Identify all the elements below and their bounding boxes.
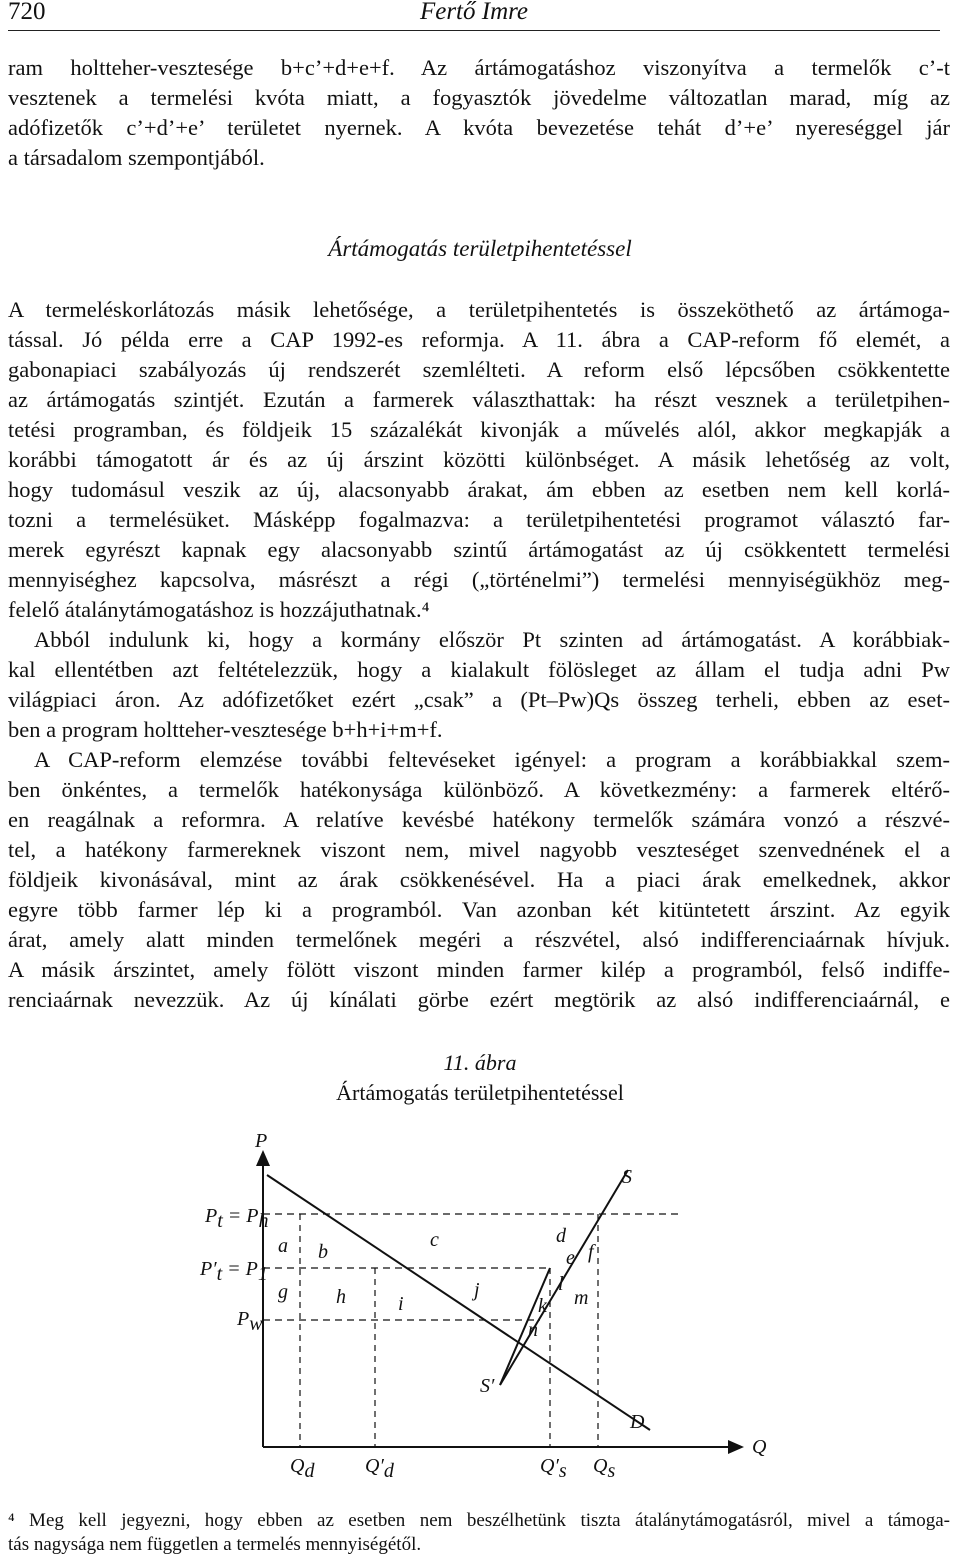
figure-number: 11. ábra [443, 1050, 517, 1075]
footnote [8, 1509, 950, 1557]
text-line: tel, a hatékony farmereknek viszont nem, mivel nagyobb veszteséget szenvednének el a [8, 837, 950, 862]
footnote-line: tás nagysága nem független a termelés mennyiségétől. [8, 1534, 422, 1555]
axis-label-p: P [255, 1130, 268, 1152]
supply-curve-new [500, 1268, 550, 1385]
text-line: a társadalom szempontjából. [8, 145, 265, 170]
text-line: tozni a termelésüket. Másképp fogalmazva: a területpihentetési programot választó far- [8, 507, 950, 532]
area-label-m: m [574, 1287, 589, 1309]
price-axis-arrow-icon [256, 1150, 270, 1166]
quantity-label-qd: Qd [290, 1455, 315, 1482]
text-line: A CAP-reform elemzése további feltevéseket igényel: a program a korábbiakkal szem- [34, 747, 950, 772]
area-label-n: n [528, 1319, 538, 1341]
curve-label-s-prime: S′ [480, 1375, 495, 1397]
curve-label-s: S [622, 1166, 632, 1188]
quantity-label-qd-prime: Q′d [365, 1455, 394, 1482]
figure-diagram [0, 1120, 960, 1490]
figure-title: Ártámogatás területpihentetéssel [336, 1080, 624, 1105]
text-line: földjeik kivonásával, mint az árak csökkenésével. Ha a piaci árak emelkednek, akkor [8, 867, 950, 892]
page-header [8, 0, 940, 31]
price-label-pt: Pt = Ph [205, 1205, 269, 1232]
text-line: merek egyrészt kapnak egy alacsonyabb szintű ártámogatást az új csökkentett termelési [8, 537, 950, 562]
text-line: tetési programban, és földjeik 15 százalékát kivonják a művelés alól, akkor megkapják a [8, 417, 950, 442]
text-line: A termeléskorlátozás másik lehetősége, a területpihentetés is összeköthető az ártámoga- [8, 297, 950, 322]
text-line: ram holtteher-vesztesége b+c’+d+e+f. Az ártámogatáshoz viszonyítva a termelők c’-t [8, 55, 950, 80]
text-line: adófizetők c’+d’+e’ területet nyernek. A kvóta bevezetése tehát d’+e’ nyereséggel jár [8, 115, 950, 140]
text-line: A másik árszintet, amely fölött viszont minden farmer kilép a programból, felső indiffe- [8, 957, 950, 982]
curve-label-d: D [630, 1411, 645, 1433]
area-label-c: c [430, 1229, 439, 1251]
axis-label-q: Q [752, 1436, 767, 1458]
text-line: renciaárnak nevezzük. Az új kínálati görbe ezért megtörik az alsó indifferenciaárnál, e [8, 987, 950, 1012]
area-label-g: g [278, 1281, 288, 1303]
text-line: az ártámogatás szintjét. Ezután a farmerek választhattak: ha részt vesznek a területpihen- [8, 387, 950, 412]
text-line: ben a program holtteher-vesztesége b+h+i+m+f. [8, 717, 443, 742]
price-label-pt-prime: P′t = P1 [200, 1258, 268, 1285]
area-label-e: e [566, 1247, 575, 1269]
quantity-axis-arrow-icon [728, 1440, 744, 1454]
text-line: tással. Jó példa erre a CAP 1992-es reformja. A 11. ábra a CAP-reform fő elemét, a [8, 327, 950, 352]
text-line: árat, amely alatt minden termelőnek megéri a részvétel, alsó indifferenciaárnak hívjuk. [8, 927, 950, 952]
page-number: 720 [8, 0, 46, 25]
text-line: gabonapiaci szabályozás új rendszerét szemlélteti. A reform első lépcsőben csökkentette [8, 357, 950, 382]
text-line: felelő átalánytámogatáshoz is hozzájuthatnak.⁴ [8, 597, 430, 622]
running-title: Fertő Imre [419, 0, 529, 25]
area-label-b: b [318, 1241, 328, 1263]
text-line: korábbi támogatott ár és az új árszint közötti különbséget. A másik lehetőség az volt, [8, 447, 950, 472]
area-label-f: f [588, 1241, 594, 1263]
supply-curve [500, 1170, 628, 1385]
text-line: ben önkéntes, a termelők hatékonysága különböző. A következmény: a farmerek eltérő- [8, 777, 950, 802]
text-line: mennyiséghez kapcsolva, másrészt a régi („történelmi”) termelési mennyiségükhöz meg- [8, 567, 950, 592]
price-label-pw: Pw [237, 1308, 263, 1335]
footnote-line: ⁴ Meg kell jegyezni, hogy ebben az esetben nem beszélhetünk tiszta átalánytámogatásról, mivel a támoga- [8, 1510, 950, 1531]
demand-curve [267, 1175, 650, 1430]
area-label-i: i [398, 1293, 404, 1315]
paragraph-1 [8, 53, 950, 173]
text-line: vesztenek a termelési kvóta miatt, a fogyasztók jövedelme változatlan marad, míg az [8, 85, 950, 110]
text-line: kal ellentétben azt feltételezzük, hogy a kialakult fölösleget az állam el tudja adni Pw [8, 657, 950, 682]
area-label-j: j [474, 1279, 480, 1301]
area-label-l: l [558, 1273, 564, 1295]
area-label-h: h [336, 1286, 346, 1308]
text-line: Abból indulunk ki, hogy a kormány először Pt szinten ad ártámogatást. A korábbiak- [34, 627, 950, 652]
area-label-k: k [538, 1295, 547, 1317]
quantity-label-qs: Qs [593, 1455, 616, 1482]
area-label-d: d [556, 1225, 566, 1247]
text-line: egyre több farmer lép ki a programból. Van azonban két kitüntetett árszint. Az egyik [8, 897, 950, 922]
text-line: hogy tudomásul veszik az új, alacsonyabb árakat, ám ebben az esetben nem kell korlá- [8, 477, 950, 502]
text-line: en reagálnak a reformra. A relatíve kevésbé hatékony termelők számára vonzó a részvé- [8, 807, 950, 832]
quantity-label-qs-prime: Q′s [540, 1455, 567, 1482]
section-heading: Ártámogatás területpihentetéssel [328, 236, 632, 261]
text-line: világpiaci áron. Az adófizetőket ezért „csak” a (Pt–Pw)Qs összeg terheli, ebben az eset- [8, 687, 950, 712]
area-label-a: a [278, 1235, 288, 1257]
paragraph-2 [8, 295, 950, 1015]
